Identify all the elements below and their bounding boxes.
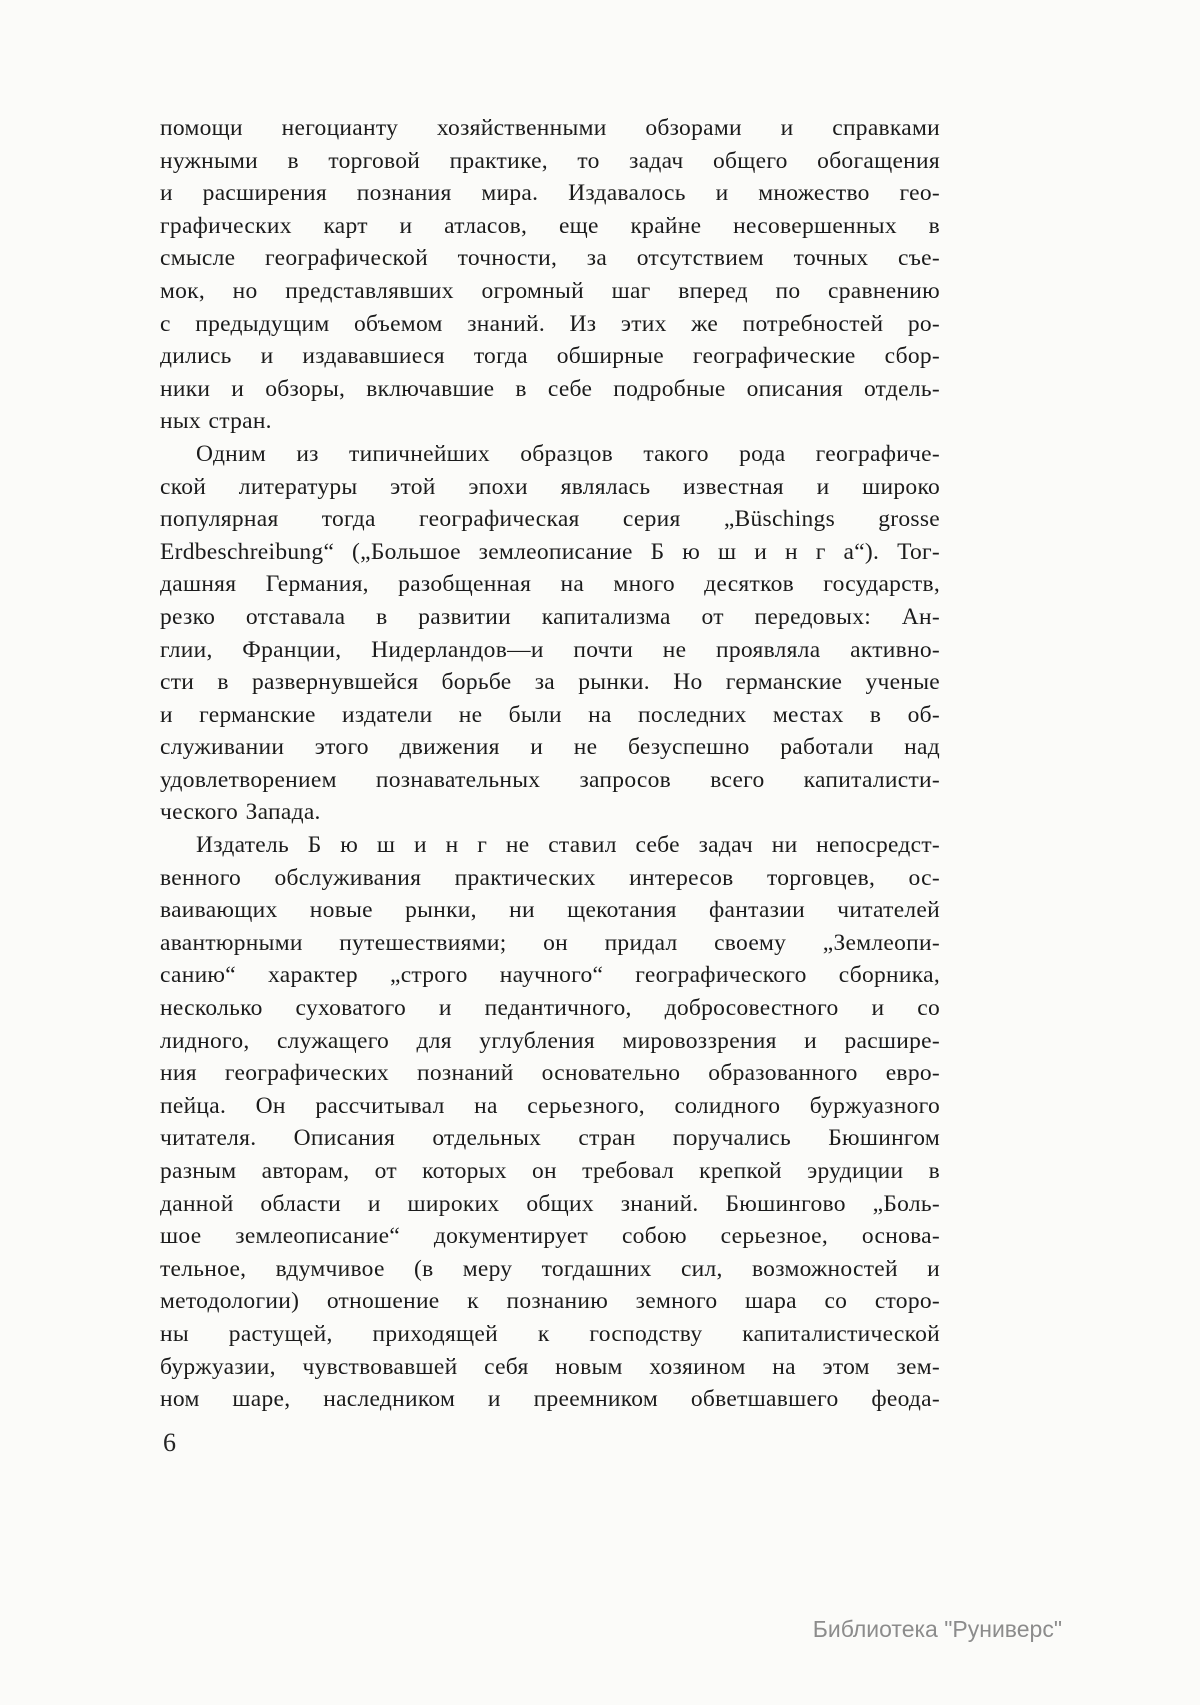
text-line: ния географических познаний основательно образованного евро-	[160, 1060, 940, 1087]
text-line: Erdbeschreibung“ („Большое землеописание Б ю ш и н г а“). Тог-	[160, 538, 940, 565]
text-line: и расширения познания мира. Издавалось и множество гео-	[160, 180, 940, 207]
text-line: шое землеописание“ документирует собою серьезное, основа-	[160, 1223, 940, 1250]
text-line: ны растущей, приходящей к господству капиталистической	[160, 1320, 940, 1347]
text-line: смысле географической точности, за отсутствием точных съе-	[160, 245, 940, 272]
text-line: ном шаре, наследником и преемником обветшавшего феода-	[160, 1386, 940, 1413]
text-line: ваивающих новые рынки, ни щекотания фантазии читателей	[160, 897, 940, 924]
text-line: санию“ характер „строго научного“ географического сборника,	[160, 962, 940, 989]
text-line: пейца. Он рассчитывал на серьезного, солидного буржуазного	[160, 1092, 940, 1119]
page-text-block	[160, 112, 940, 1416]
text-line: дашняя Германия, разобщенная на много десятков государств,	[160, 571, 940, 598]
text-line: Издатель Б ю ш и н г не ставил себе задач ни непосредст-	[196, 832, 940, 859]
text-line: глии, Франции, Нидерландов—и почти не проявляла активно-	[160, 636, 940, 663]
text-line: Одним из типичнейших образцов такого рода географиче-	[196, 440, 940, 467]
library-watermark: Библиотека "Руниверс"	[812, 1616, 1062, 1642]
text-line: помощи негоцианту хозяйственными обзорами и справками	[160, 115, 940, 141]
paragraph	[160, 112, 940, 438]
paragraph	[160, 829, 940, 1416]
paragraph	[160, 438, 940, 829]
text-line: нужными в торговой практике, то задач общего обогащения	[160, 147, 940, 174]
page-number: 6	[163, 1428, 176, 1457]
text-line: сти в развернувшейся борьбе за рынки. Но германские ученые	[160, 669, 940, 696]
text-line: резко отставала в развитии капитализма от передовых: Ан-	[160, 603, 940, 630]
text-line: лидного, служащего для углубления мировоззрения и расшире-	[160, 1027, 940, 1054]
text-line: буржуазии, чувствовавшей себя новым хозяином на этом зем-	[160, 1353, 940, 1380]
text-line: служивании этого движения и не безуспешно работали над	[160, 734, 940, 761]
text-line: методологии) отношение к познанию земного шара со сторо-	[160, 1288, 940, 1315]
text-line: несколько суховатого и педантичного, добросовестного и со	[160, 995, 940, 1022]
text-line: дились и издававшиеся тогда обширные географические сбор-	[160, 343, 940, 370]
text-line: венного обслуживания практических интересов торговцев, ос-	[160, 864, 940, 891]
text-line: мок, но представлявших огромный шаг вперед по сравнению	[160, 277, 940, 304]
text-line: графических карт и атласов, еще крайне несовершенных в	[160, 212, 940, 239]
text-line: ческого Запада.	[160, 799, 321, 826]
text-line: данной области и широких общих знаний. Бюшингово „Боль-	[160, 1190, 940, 1217]
text-line: с предыдущим объемом знаний. Из этих же потребностей ро-	[160, 310, 940, 337]
text-line: авантюрными путешествиями; он придал своему „Землеопи-	[160, 929, 940, 956]
text-line: читателя. Описания отдельных стран поручались Бюшингом	[160, 1125, 940, 1152]
text-line: ных стран.	[160, 408, 272, 435]
text-line: ской литературы этой эпохи являлась известная и широко	[160, 473, 940, 500]
text-line: ники и обзоры, включавшие в себе подробные описания отдель-	[160, 375, 940, 402]
text-line: разным авторам, от которых он требовал крепкой эрудиции в	[160, 1158, 940, 1184]
text-line: и германские издатели не были на последних местах в об-	[160, 701, 940, 728]
text-line: тельное, вдумчивое (в меру тогдашних сил, возможностей и	[160, 1255, 940, 1282]
text-line: популярная тогда географическая серия „Büschings grosse	[160, 506, 940, 533]
text-line: удовлетворением познавательных запросов всего капиталисти-	[160, 766, 940, 793]
